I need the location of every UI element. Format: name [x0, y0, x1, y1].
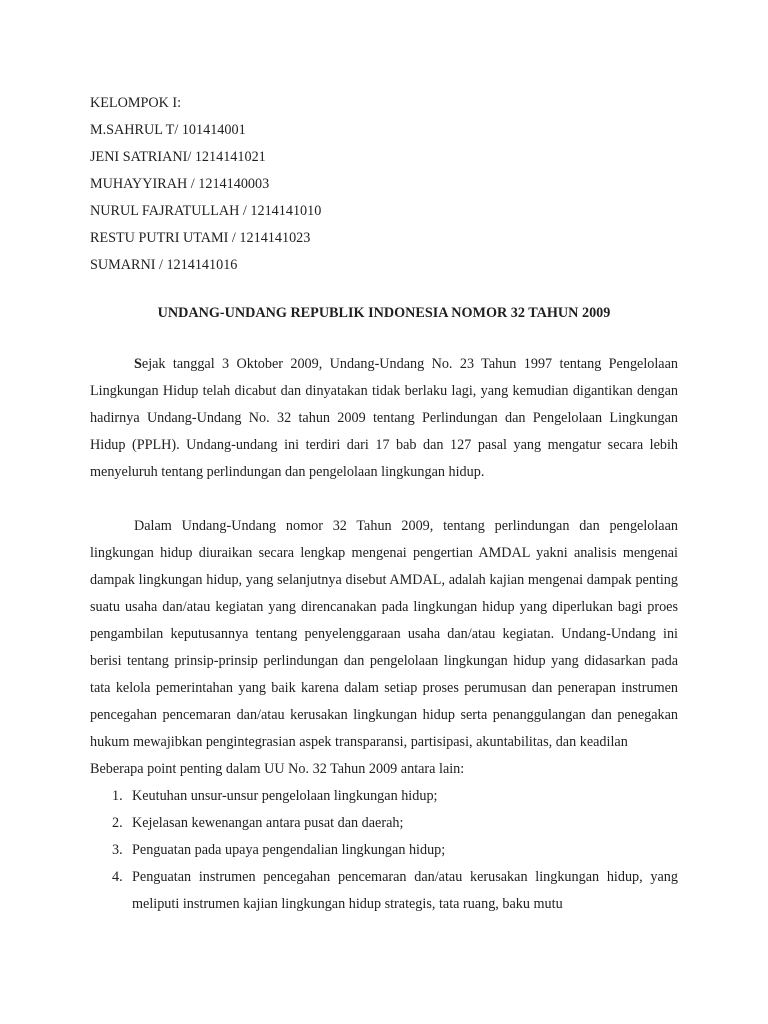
list-number: 2. — [112, 815, 123, 831]
list-item — [90, 864, 678, 918]
member-line: JENI SATRIANI/ 1214141021 — [90, 149, 266, 165]
list-item-text: Penguatan instrumen pencegahan pencemaran dan/atau kerusakan lingkungan hidup, yang meliputi instrumen kajian lingkungan hidup strategis, tata ruang, baku mutu — [132, 869, 678, 912]
list-number: 1. — [112, 788, 123, 804]
list-item — [90, 810, 678, 837]
group-members-block — [90, 93, 321, 282]
paragraph-1-text: ejak tanggal 3 Oktober 2009, Undang-Undang No. 23 Tahun 1997 tentang Pengelolaan Lingkungan Hidup telah dicabut dan dinyatakan tidak berlaku lagi, yang kemudian digantikan dengan hadirnya Undang-Undang No. 32 tahun 2009 tentang Perlindungan dan Pengelolaan Lingkungan Hidup (PPLH). Undang-undang ini terdiri dari 17 bab dan 127 pasal yang mengatur secara lebih menyeluruh tentang perlindungan dan pengelolaan lingkungan hidup. — [90, 356, 678, 480]
group-heading: KELOMPOK I: — [90, 95, 182, 111]
list-item-text: Kejelasan kewenangan antara pusat dan daerah; — [132, 815, 404, 831]
paragraph-2: Dalam Undang-Undang nomor 32 Tahun 2009, tentang perlindungan dan pengelolaan lingkungan hidup diuraikan secara lengkap mengenai pengertian AMDAL yakni analisis mengenai dampak lingkungan hidup, yang selanjutnya disebut AMDAL, adalah kajian mengenai dampak penting suatu usaha dan/atau kegiatan yang direncanakan pada lingkungan hidup yang diperlukan bagi proes pengambilan keputusannya tentang penyelenggaraan usaha dan/atau kegiatan. Undang-Undang ini berisi tentang prinsip-prinsip perlindungan dan pengelolaan lingkungan hidup yang didasarkan pada tata kelola pemerintahan yang baik karena dalam setiap proses perumusan dan penerapan instrumen pencegahan pencemaran dan/atau kerusakan lingkungan hidup serta penanggulangan dan penegakan hukum mewajibkan pengintegrasian aspek transparansi, partisipasi, akuntabilitas, dan keadilan — [90, 518, 678, 750]
list-item-text: Penguatan pada upaya pengendalian lingkungan hidup; — [132, 842, 446, 858]
list-number: 4. — [112, 869, 123, 885]
member-line: M.SAHRUL T/ 101414001 — [90, 122, 246, 138]
member-line: MUHAYYIRAH / 1214140003 — [90, 176, 270, 192]
document-title: UNDANG-UNDANG REPUBLIK INDONESIA NOMOR 32 TAHUN 2009 — [157, 305, 611, 321]
member-line: RESTU PUTRI UTAMI / 1214141023 — [90, 230, 311, 246]
member-line: NURUL FAJRATULLAH / 1214141010 — [90, 203, 322, 219]
points-list — [90, 783, 678, 918]
paragraph-1 — [90, 351, 678, 486]
list-number: 3. — [112, 842, 123, 858]
points-intro: Beberapa point penting dalam UU No. 32 Tahun 2009 antara lain: — [90, 761, 465, 777]
dropcap-letter: S — [134, 356, 142, 372]
member-line: SUMARNI / 1214141016 — [90, 257, 238, 273]
list-item — [90, 837, 678, 864]
list-item — [90, 783, 678, 810]
list-item-text: Keutuhan unsur-unsur pengelolaan lingkungan hidup; — [132, 788, 438, 804]
